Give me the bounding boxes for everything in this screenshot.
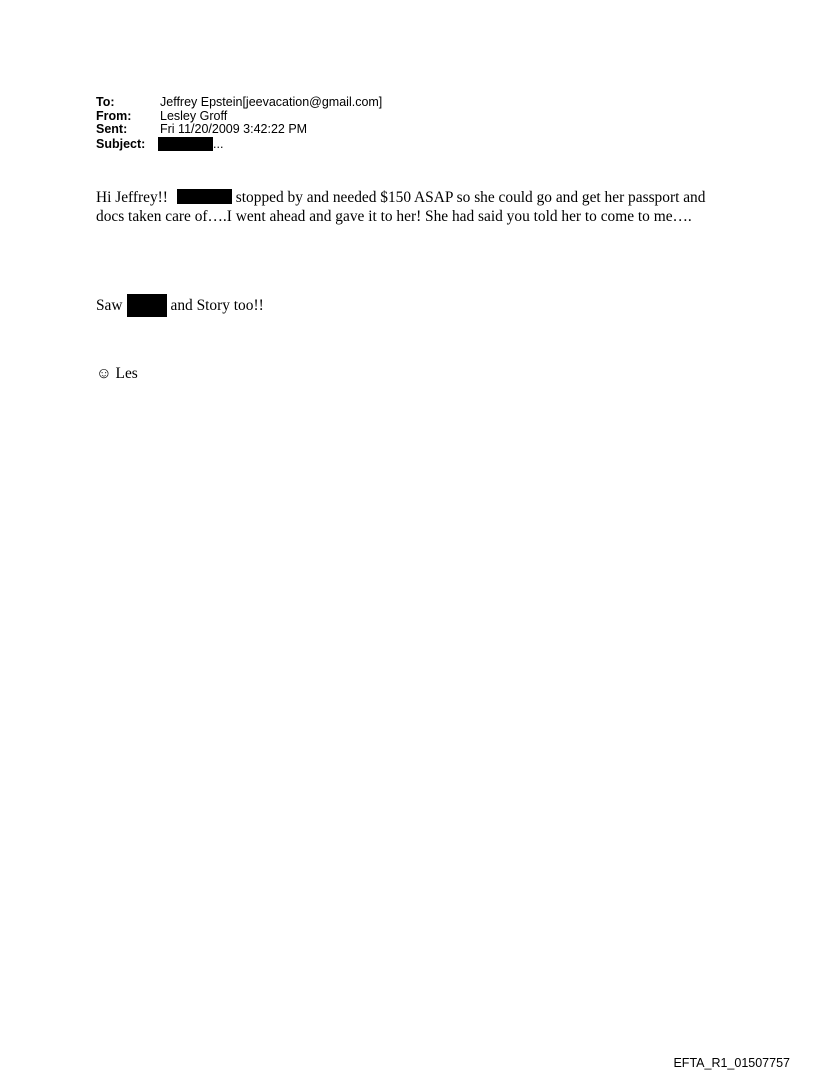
to-label: To: <box>96 95 115 109</box>
message-paragraph-1 <box>96 188 736 226</box>
from-label: From: <box>96 108 132 123</box>
subject-label: Subject: <box>96 136 146 151</box>
paragraph-1-text: stopped by and needed $150 ASAP so she could go and get her passport and docs taken care of….I went ahead and gave it to her! She had said you told her to come to me…. <box>96 189 706 225</box>
greeting-text: Hi Jeffrey!! <box>96 189 168 206</box>
redaction-block <box>127 294 167 317</box>
to-value: Jeffrey Epstein[jeevacation@gmail.com] <box>160 95 383 109</box>
message-signoff: ☺ Les <box>96 365 138 382</box>
to-row <box>96 96 382 110</box>
from-value: Lesley Groff <box>160 108 228 123</box>
redaction-block <box>158 137 213 151</box>
paragraph-2-end: and Story too!! <box>170 297 264 314</box>
message-paragraph-2 <box>96 294 736 317</box>
subject-suffix: ... <box>213 136 224 151</box>
redaction-block <box>177 189 232 204</box>
sent-row <box>96 123 382 137</box>
from-row <box>96 110 382 124</box>
document-id: EFTA_R1_01507757 <box>673 1056 790 1070</box>
sent-value: Fri 11/20/2009 3:42:22 PM <box>160 122 308 136</box>
paragraph-2-start: Saw <box>96 297 123 314</box>
subject-value <box>160 137 223 152</box>
subject-row <box>96 137 382 152</box>
email-header <box>96 96 382 151</box>
sent-label: Sent: <box>96 122 128 136</box>
